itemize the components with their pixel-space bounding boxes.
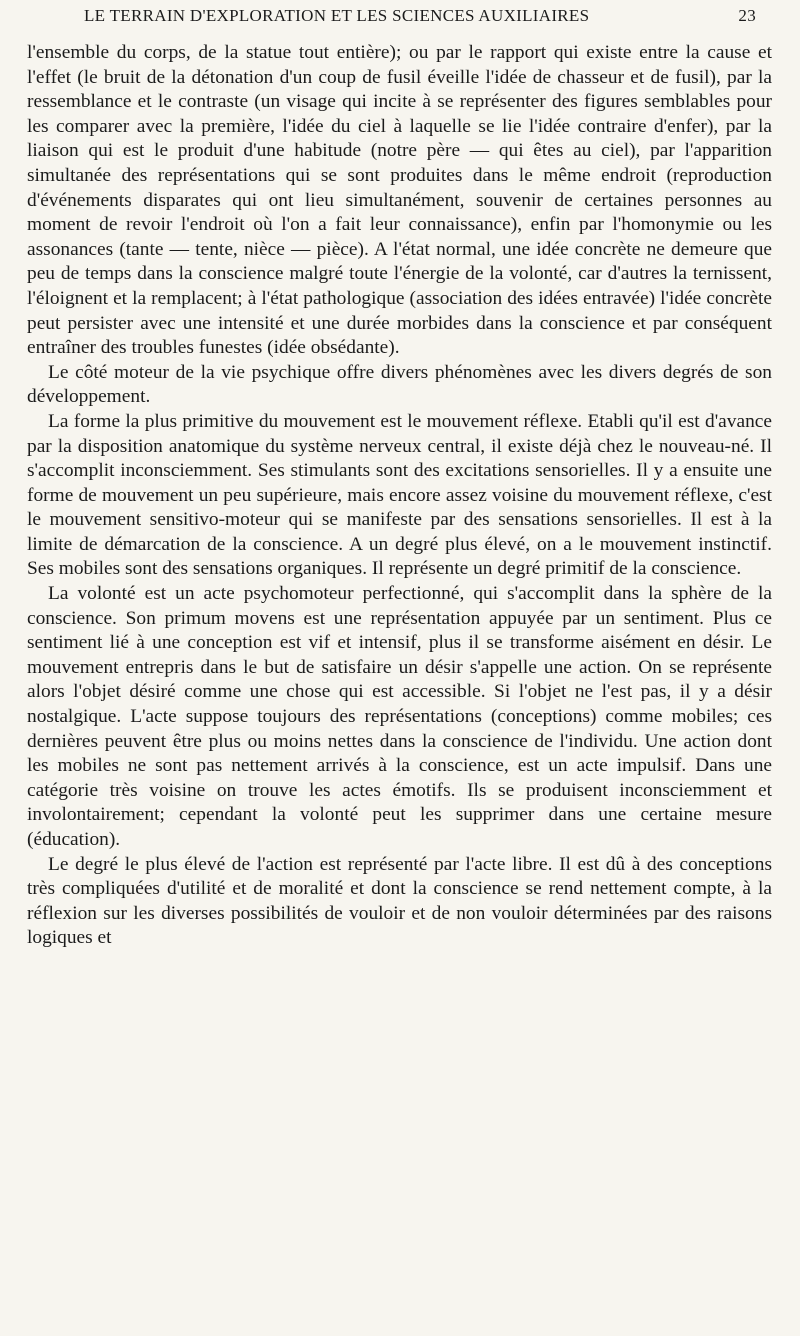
paragraph-volition: La volonté est un acte psychomoteur perfectionné, qui s'accomplit dans la sphère de la conscience. Son primum movens est une représentation appuyée par un sentiment. Plus ce sentiment lié à une conception est vif et intensif, plus il se transforme aisément en désir. Le mouvement entrepris dans le but de satisfaire un désir s'appelle une action. On se représente alors l'objet désiré comme une chose qui est accessible. Si l'objet ne l'est pas, il y a désir nostalgique. L'acte suppose toujours des représentations (conceptions) comme mobiles; ces dernières peuvent être plus ou moins nettes dans la conscience de l'individu. Une action dont les mobiles ne sont pas nettement arrivés à la conscience, est un acte impulsif. Dans une catégorie très voisine on trouve les actes émotifs. Ils se produisent inconsciemment et involontairement; cependant la volonté peut les supprimer dans une certaine mesure (éducation).: [27, 583, 772, 850]
running-title: LE TERRAIN D'EXPLORATION ET LES SCIENCES AUXILIAIRES: [84, 6, 590, 25]
paragraph-continuation: l'ensemble du corps, de la statue tout entière); ou par le rapport qui existe entre la cause et l'effet (le bruit de la détonation d'un coup de fusil éveille l'idée de chasseur et de fusil), par la ressemblance et le contraste (un visage qui incite à se représenter des figures semblables pour les comparer avec la première, l'idée du ciel à laquelle se lie l'idée contraire d'enfer), par la liaison qui est le produit d'une habitude (notre père — qui êtes au ciel), par l'apparition simultanée des représentations qui se sont produites dans le même endroit (reproduction d'événements disparates qui ont lieu simultanément, souvenir de certaines personnes au moment de revoir l'endroit où l'on a fait leur connaissance), enfin par l'homonymie ou les assonances (tante — tente, nièce — pièce). A l'état normal, une idée concrète ne demeure que peu de temps dans la conscience malgré toute l'énergie de la volonté, car d'autres la ternissent, l'éloignent et la remplacent; à l'état pathologique (association des idées entravée) l'idée concrète peut persister avec une intensité et une durée morbides dans la conscience et par conséquent entraîner des troubles funestes (idée obsédante).: [27, 42, 772, 359]
paragraph-motor-side: Le côté moteur de la vie psychique offre divers phénomènes avec les divers degrés de son développement.: [27, 361, 772, 408]
body-text: [27, 41, 772, 951]
page-number: 23: [738, 6, 756, 25]
paragraph-free-act: Le degré le plus élevé de l'action est représenté par l'acte libre. Il est dû à des conceptions très compliquées d'utilité et de moralité et dont la conscience se rend nettement compte, à la réflexion sur les diverses possibilités de vouloir et de non vouloir déterminées par des raisons logiques et: [27, 853, 772, 949]
running-header: [84, 6, 756, 30]
paragraph-reflex-movement: La forme la plus primitive du mouvement est le mouvement réflexe. Etabli qu'il est d'avance par la disposition anatomique du système nerveux central, il existe déjà chez le nouveau-né. Il s'accomplit inconsciemment. Ses stimulants sont des excitations sensorielles. Il y a ensuite une forme de mouvement un peu supérieure, mais encore assez voisine du mouvement réflexe, c'est le mouvement sensitivo-moteur qui se manifeste par des sensations sensorielles. Il est à la limite de démarcation de la conscience. A un degré plus élevé, on a le mouvement instinctif. Ses mobiles sont des sensations organiques. Il représente un degré primitif de la conscience.: [27, 410, 772, 580]
